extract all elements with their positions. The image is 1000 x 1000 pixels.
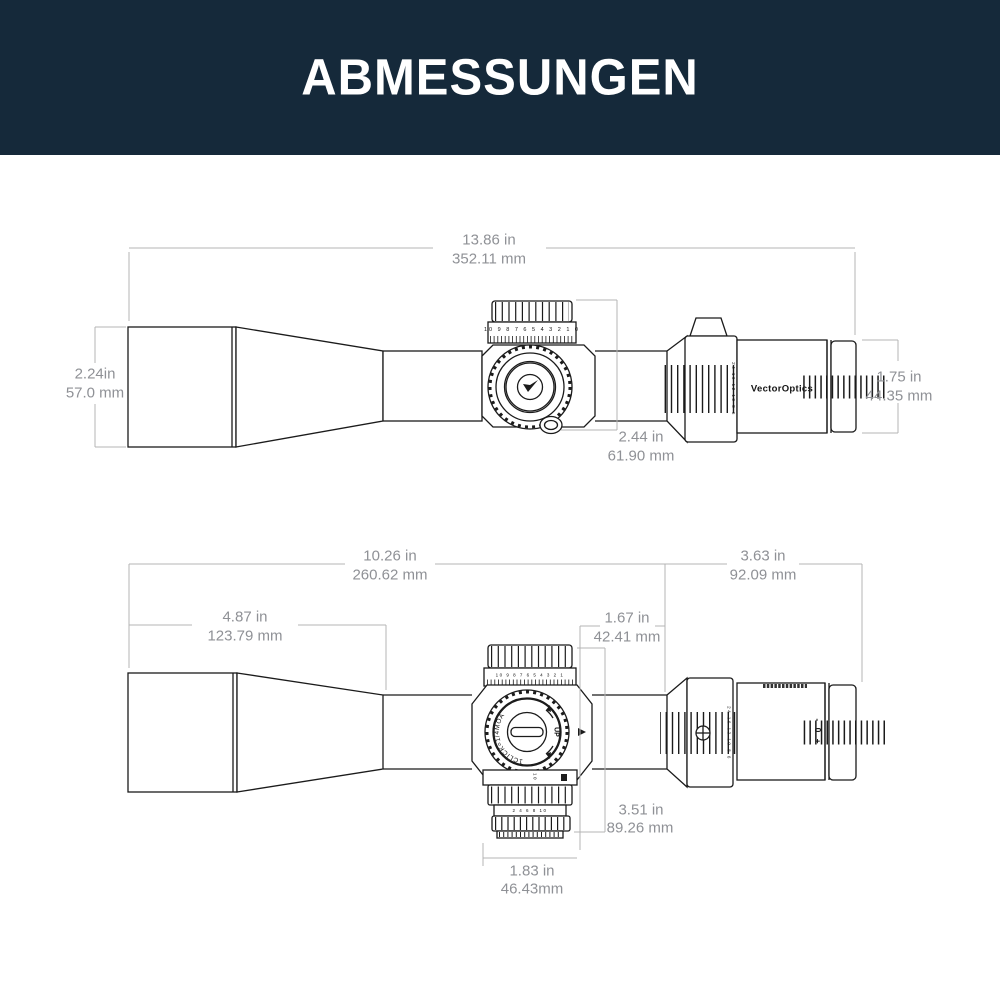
dim-overall-length-mm: 352.11 mm <box>452 250 526 268</box>
dim-overall-length-in: 13.86 in <box>462 231 516 249</box>
brand-label: VectorOptics <box>750 383 814 395</box>
dim-eyepiece-assembly-in: 3.63 in <box>740 547 786 565</box>
dim-saddle-to-eyepiece-in: 1.67 in <box>604 609 650 627</box>
dim-body-length-in: 10.26 in <box>363 547 417 565</box>
lock-button <box>540 417 562 434</box>
dim-turret-span-mm: 89.26 mm <box>606 819 674 837</box>
throw-lever-fin <box>690 318 727 336</box>
dim-eyepiece-assembly-mm: 92.09 mm <box>729 566 797 584</box>
dim-objective-length-in: 4.87 in <box>222 608 268 626</box>
dim-turret-height-in: 2.44 in <box>618 428 664 446</box>
dim-turret-width-mm: 46.43mm <box>500 880 564 898</box>
eyepiece-cone-top <box>667 678 687 787</box>
up-label: UP <box>552 727 560 737</box>
dim-objective-diameter-mm: 57.0 mm <box>65 384 125 402</box>
saddle-index-mark <box>561 774 567 781</box>
elevation-scale-numbers: 10 9 8 7 6 5 4 3 2 1 0 <box>484 327 580 333</box>
dim-eyepiece-diameter-in: 1.75 in <box>876 368 922 386</box>
parallax-turret <box>483 770 577 838</box>
dim-eyepiece-diameter-mm: 44.35 mm <box>865 387 933 405</box>
click-value-label: 1CLICK=1/4MOA <box>493 712 524 765</box>
dim-objective-diameter-in: 2.24in <box>74 365 116 383</box>
windage-scale-numbers: 10 9 8 7 6 5 4 3 2 1 <box>495 672 565 678</box>
dim-turret-height-mm: 61.90 mm <box>607 447 675 465</box>
side-view-diagram <box>66 232 933 465</box>
dim-turret-span-in: 3.51 in <box>618 801 664 819</box>
magnification-scale-numbers: 24 16 12 10 8 6 <box>731 362 736 416</box>
dim-turret-width-in: 1.83 in <box>509 862 555 880</box>
objective-taper <box>236 327 383 447</box>
objective-taper-top <box>237 673 383 792</box>
dim-body-length-mm: 260.62 mm <box>352 566 428 584</box>
saddle-number: 10 <box>532 772 538 782</box>
magnification-scale-numbers-top: 24 16 12 10 8 6 <box>726 706 732 760</box>
diopter-scale-label: - 0 + <box>813 718 823 746</box>
parallax-scale-numbers: 2 4 6 8 10 <box>512 808 548 813</box>
objective-bell-top <box>128 673 237 792</box>
top-view-scope-drawing <box>128 645 885 838</box>
side-view-scope-drawing <box>128 301 885 447</box>
elevation-turret <box>484 301 580 343</box>
page-title: ABMESSUNGEN <box>301 49 699 106</box>
eyepiece-body <box>737 340 827 433</box>
objective-bell <box>128 327 236 447</box>
dim-saddle-to-eyepiece-mm: 42.41 mm <box>593 628 661 646</box>
main-tube <box>383 351 482 421</box>
dim-objective-length-mm: 123.79 mm <box>207 627 283 645</box>
windage-turret <box>484 645 576 686</box>
top-view-diagram <box>128 548 885 898</box>
coin-slot <box>511 728 543 737</box>
eyepiece-body-top <box>737 683 825 780</box>
parallax-wheel <box>488 345 572 429</box>
